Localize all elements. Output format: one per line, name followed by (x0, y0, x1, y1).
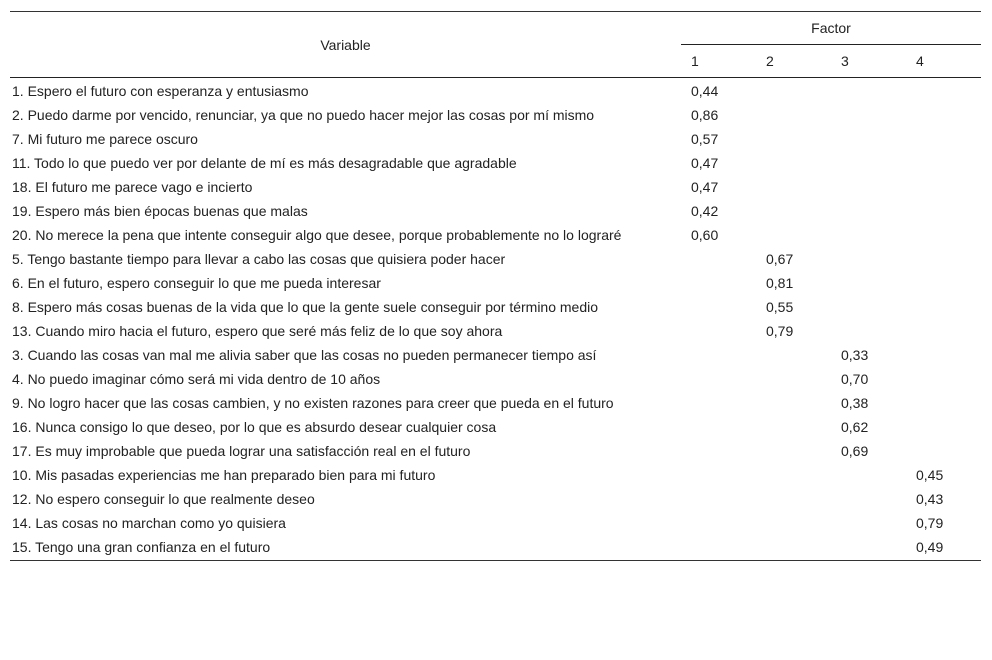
factor-2-value (756, 391, 831, 415)
factor-4-value (906, 199, 981, 223)
factor-2-value (756, 78, 831, 104)
table-row (10, 487, 981, 511)
factor-2-value: 0,67 (766, 251, 794, 267)
factor-4-value (906, 151, 981, 175)
row-label: 14. Las cosas no marchan como yo quisiera (12, 515, 286, 531)
row-label: 2. Puedo darme por vencido, renunciar, ya que no puedo hacer mejor las cosas por mí mismo (12, 107, 595, 123)
table-row (10, 463, 981, 487)
factor-4-value (906, 78, 981, 104)
row-label: 10. Mis pasadas experiencias me han preparado bien para mi futuro (12, 467, 436, 483)
factor-2-value (756, 439, 831, 463)
row-label: 15. Tengo una gran confianza en el futuro (10, 535, 681, 561)
table-row (10, 151, 981, 175)
row-label: 9. No logro hacer que las cosas cambien, y no existen razones para creer que pueda en el futuro (12, 395, 614, 411)
factor-3-value: 0,70 (841, 371, 869, 387)
factor-1-value: 0,47 (691, 179, 719, 195)
row-label: 8. Espero más cosas buenas de la vida que lo que la gente suele conseguir por término medio (12, 299, 599, 315)
factor-4-value (906, 319, 981, 343)
factor-1-value (681, 511, 756, 535)
factor-2-value (756, 415, 831, 439)
factor-4-value: 0,45 (916, 467, 944, 483)
table-row (10, 199, 981, 223)
table-row (10, 343, 981, 367)
factor-1-value (681, 319, 756, 343)
factor-4-value (906, 103, 981, 127)
factor-3-value (831, 247, 906, 271)
table-row (10, 535, 981, 561)
row-label: 1. Espero el futuro con esperanza y entusiasmo (12, 83, 309, 99)
table-row (10, 415, 981, 439)
factor-column-4: 4 (906, 45, 981, 78)
row-label: 4. No puedo imaginar cómo será mi vida dentro de 10 años (12, 371, 381, 387)
row-label: 7. Mi futuro me parece oscuro (12, 131, 198, 147)
factor-3-value (831, 103, 906, 127)
factor-3-value (831, 223, 906, 247)
factor-4-value (906, 391, 981, 415)
factor-3-value: 0,33 (841, 347, 869, 363)
factor-1-value (681, 271, 756, 295)
factor-1-value: 0,44 (691, 83, 719, 99)
factor-column-3: 3 (831, 45, 906, 78)
factor-4-value (906, 295, 981, 319)
factor-3-value (831, 535, 906, 561)
factor-2-value (756, 343, 831, 367)
table-row (10, 271, 981, 295)
factor-1-value: 0,86 (691, 107, 719, 123)
row-label: 5. Tengo bastante tiempo para llevar a cabo las cosas que quisiera poder hacer (12, 251, 506, 267)
factor-2-value (756, 487, 831, 511)
table-row (10, 295, 981, 319)
factor-2-value (756, 151, 831, 175)
factor-4-value (906, 343, 981, 367)
factor-1-value (681, 415, 756, 439)
factor-column-2: 2 (756, 45, 831, 78)
factor-3-value: 0,38 (841, 395, 869, 411)
factor-1-value: 0,57 (691, 131, 719, 147)
factor-2-value (756, 223, 831, 247)
factor-4-value (906, 127, 981, 151)
table-row (10, 367, 981, 391)
factor-3-value (831, 78, 906, 104)
factor-3-value (831, 295, 906, 319)
factor-3-value (831, 175, 906, 199)
factor-header: Factor (681, 12, 981, 45)
table-row (10, 103, 981, 127)
factor-2-value: 0,79 (766, 323, 794, 339)
variable-header: Variable (10, 12, 681, 78)
factor-3-value: 0,62 (841, 419, 869, 435)
factor-1-value (681, 439, 756, 463)
factor-1-value: 0,47 (691, 155, 719, 171)
factor-4-value (906, 247, 981, 271)
factor-1-value (681, 343, 756, 367)
factor-loadings-table (10, 11, 981, 561)
factor-2-value (756, 175, 831, 199)
factor-column-1: 1 (681, 45, 756, 78)
table-row (10, 439, 981, 463)
factor-1-value: 0,42 (691, 203, 719, 219)
factor-3-value: 0,69 (841, 443, 869, 459)
factor-1-value (681, 295, 756, 319)
row-label: 18. El futuro me parece vago e incierto (12, 179, 253, 195)
table-row (10, 319, 981, 343)
factor-3-value (831, 151, 906, 175)
row-label: 19. Espero más bien épocas buenas que malas (12, 203, 308, 219)
factor-2-value (756, 199, 831, 223)
table-row (10, 175, 981, 199)
row-label: 12. No espero conseguir lo que realmente deseo (12, 491, 315, 507)
table-body (10, 78, 981, 561)
factor-4-value (906, 439, 981, 463)
factor-1-value (681, 487, 756, 511)
table-row (10, 391, 981, 415)
factor-1-value: 0,60 (691, 227, 719, 243)
table-row (10, 78, 981, 104)
factor-4-value (906, 367, 981, 391)
factor-1-value (681, 391, 756, 415)
factor-4-value (906, 175, 981, 199)
table-row (10, 511, 981, 535)
row-label: 17. Es muy improbable que pueda lograr una satisfacción real en el futuro (12, 443, 471, 459)
factor-3-value (831, 127, 906, 151)
row-label: 3. Cuando las cosas van mal me alivia saber que las cosas no pueden permanecer tiempo así (12, 347, 597, 363)
factor-3-value (831, 463, 906, 487)
factor-2-value (756, 535, 831, 561)
factor-2-value (756, 367, 831, 391)
factor-1-value (681, 367, 756, 391)
row-label: 11. Todo lo que puedo ver por delante de mí es más desagradable que agradable (12, 155, 517, 171)
factor-3-value (831, 271, 906, 295)
factor-2-value: 0,55 (766, 299, 794, 315)
table-row (10, 247, 981, 271)
factor-1-value (681, 535, 756, 561)
factor-2-value (756, 463, 831, 487)
factor-2-value (756, 511, 831, 535)
factor-1-value (681, 463, 756, 487)
factor-4-value: 0,49 (906, 535, 981, 561)
factor-4-value (906, 415, 981, 439)
row-label: 20. No merece la pena que intente conseguir algo que desee, porque probablemente no lo lograré (12, 227, 622, 243)
row-label: 6. En el futuro, espero conseguir lo que me pueda interesar (12, 275, 381, 291)
factor-2-value: 0,81 (766, 275, 794, 291)
table-row (10, 223, 981, 247)
factor-3-value (831, 511, 906, 535)
factor-4-value (906, 271, 981, 295)
factor-2-value (756, 103, 831, 127)
factor-4-value: 0,43 (916, 491, 944, 507)
factor-4-value (906, 223, 981, 247)
factor-4-value: 0,79 (916, 515, 944, 531)
factor-2-value (756, 127, 831, 151)
row-label: 16. Nunca consigo lo que deseo, por lo que es absurdo desear cualquier cosa (12, 419, 497, 435)
row-label: 13. Cuando miro hacia el futuro, espero que seré más feliz de lo que soy ahora (12, 323, 503, 339)
factor-3-value (831, 487, 906, 511)
factor-1-value (681, 247, 756, 271)
factor-3-value (831, 199, 906, 223)
table-row (10, 127, 981, 151)
factor-3-value (831, 319, 906, 343)
